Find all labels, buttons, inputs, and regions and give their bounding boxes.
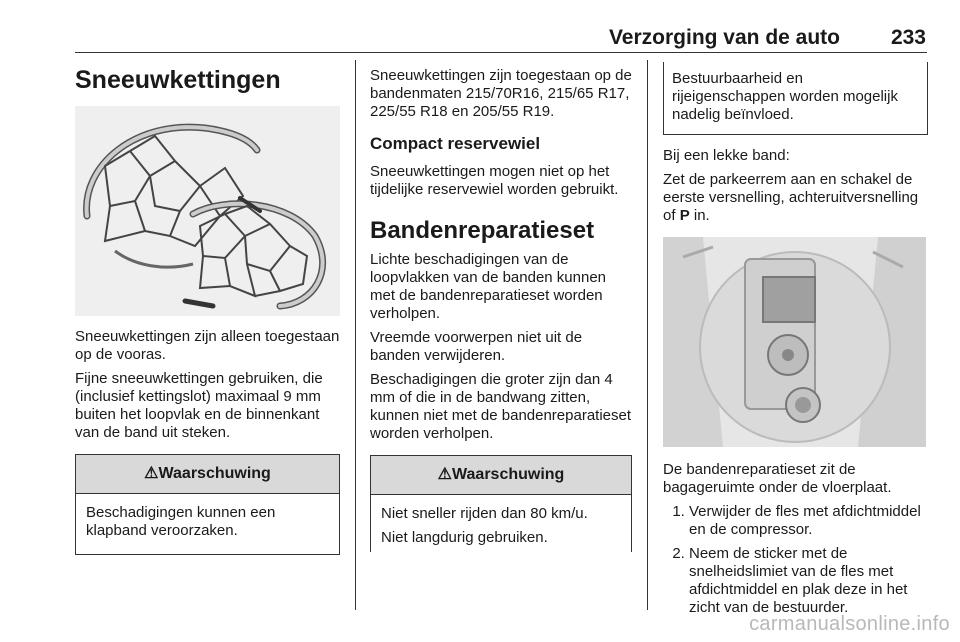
paragraph: Sneeuwkettingen zijn toegestaan op de bandenmaten 215/70R16, 215/65 R17, 225/55 R18 en 205/55 R19.: [370, 67, 632, 120]
warning-header: [76, 455, 339, 494]
warning-body: [371, 495, 631, 561]
warning-body: [76, 494, 339, 554]
paragraph: Lichte beschadigingen van de loopvlakken van de banden kunnen met de bandenreparatieset worden verholpen.: [370, 251, 607, 322]
warning-box: [75, 454, 340, 555]
steps-list: [663, 503, 928, 617]
paragraph: Vreemde voorwerpen niet uit de banden verwijderen.: [370, 329, 583, 364]
warning-text: Niet sneller rijden dan 80 km/u.: [381, 505, 588, 522]
warning-title: Waarschuwing: [158, 465, 271, 482]
chapter-title: Verzorging van de auto: [608, 26, 840, 49]
warning-continued-box: [663, 62, 928, 135]
column-2: [370, 67, 632, 552]
warning-text: Beschadigingen kunnen een klapband veroorzaken.: [86, 504, 276, 539]
warning-continued-text: Bestuurbaarheid en rijeigenschappen worden mogelijk nadelig beïnvloed.: [672, 70, 898, 123]
paragraph-text: Zet de parkeerrem aan en schakel de eerste versnelling, achteruitversnelling of: [663, 171, 919, 224]
list-item: 2. Neem de sticker met de snelheidslimiet van de fles met afdichtmiddel en plak deze in het zicht van de bestuurder.: [689, 545, 928, 617]
gear-p-label: P: [679, 207, 690, 224]
column-3: [663, 62, 928, 623]
warning-text: Niet langdurig gebruiken.: [381, 529, 548, 546]
snow-chain-drawing: [75, 106, 340, 316]
paragraph: Fijne sneeuwkettingen gebruiken, die (inclusief kettingslot) maximaal 9 mm buiten het loopvlak en de binnenkant van de band uit steken.: [75, 370, 323, 441]
warning-icon: ⚠: [144, 465, 159, 482]
warning-header: [371, 456, 631, 495]
section-title-snow-chains: Sneeuwkettingen: [75, 66, 281, 94]
header-rule: [75, 52, 927, 53]
page-number: 233: [890, 26, 926, 49]
paragraph: Sneeuwkettingen zijn alleen toegestaan op de vooras.: [75, 328, 340, 363]
subheading-compact-spare: Compact reservewiel: [370, 134, 541, 153]
trunk-compartment-photo: [663, 237, 926, 447]
trunk-photo: [663, 237, 926, 447]
snow-chains-illustration: [75, 106, 340, 316]
paragraph: Sneeuwkettingen mogen niet op het tijdelijke reservewiel worden gebruikt.: [370, 163, 619, 198]
warning-icon: ⚠: [437, 466, 453, 483]
watermark: carmanualsonline.info: [749, 613, 950, 635]
heading-tyre-repair-kit: Bandenreparatieset: [370, 217, 595, 244]
column-divider-2: [647, 60, 648, 610]
warning-title: Waarschuwing: [452, 466, 565, 483]
list-item: 1. Verwijder de fles met afdichtmiddel en de compressor.: [689, 503, 928, 539]
paragraph-text: in.: [689, 207, 710, 224]
paragraph: [663, 171, 928, 225]
paragraph: Beschadigingen die groter zijn dan 4 mm of die in de bandwang zitten, kunnen niet met de bandenreparatieset worden verholpen.: [370, 371, 632, 442]
paragraph: De bandenreparatieset zit de bagageruimte onder de vloerplaat.: [663, 461, 892, 496]
warning-box: [370, 455, 632, 552]
column-1: [75, 60, 340, 555]
paragraph: Bij een lekke band:: [663, 147, 790, 164]
column-divider-1: [355, 60, 356, 610]
